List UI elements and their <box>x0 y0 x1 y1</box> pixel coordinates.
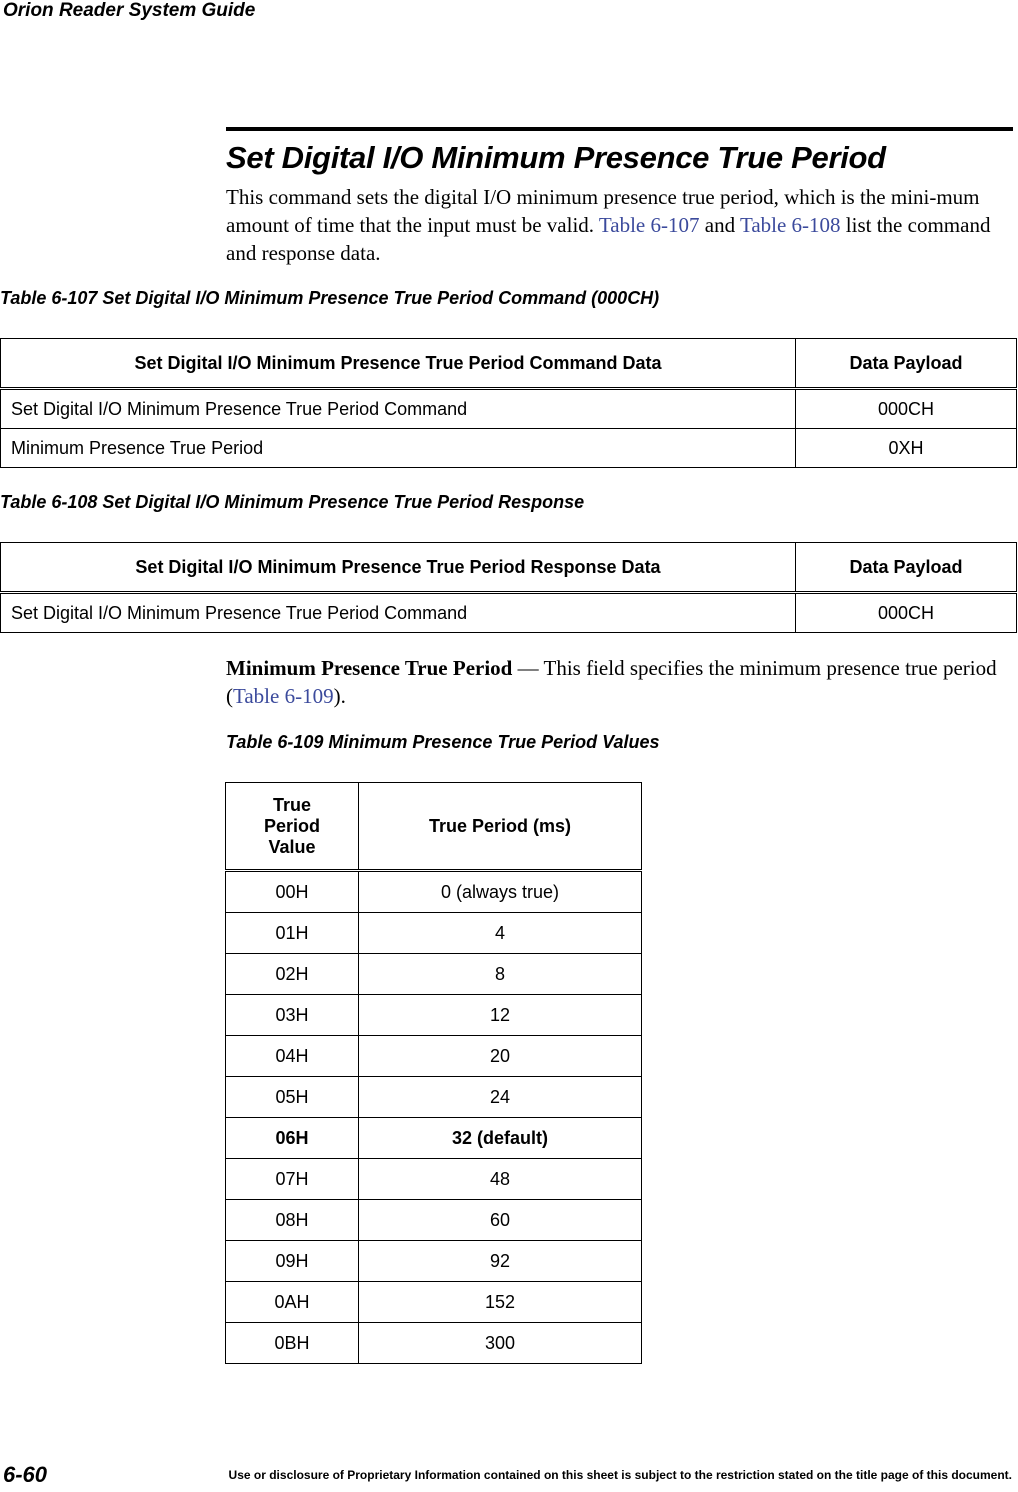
cell-value: 02H <box>226 954 359 995</box>
header-data-payload: Data Payload <box>796 543 1017 593</box>
cell-field: Minimum Presence True Period <box>1 429 796 468</box>
cell-value: 07H <box>226 1159 359 1200</box>
table-row <box>226 871 642 913</box>
table-6-107-caption: Table 6-107 Set Digital I/O Minimum Presence True Period Command (000CH) <box>0 288 660 308</box>
page-number: 6-60 <box>3 1462 48 1487</box>
table-row <box>226 995 642 1036</box>
header-data-payload: Data Payload <box>796 339 1017 389</box>
table-row <box>226 1036 642 1077</box>
cell-value: 05H <box>226 1077 359 1118</box>
table-row <box>1 429 1017 468</box>
cell-field: Set Digital I/O Minimum Presence True Period Command <box>1 389 796 429</box>
section-title: Set Digital I/O Minimum Presence True Period <box>226 140 886 175</box>
table-header-row <box>1 339 1017 389</box>
cell-ms: 0 (always true) <box>359 871 642 913</box>
table-row <box>226 1159 642 1200</box>
cell-ms: 24 <box>359 1077 642 1118</box>
table-6-109 <box>225 782 642 1364</box>
field-dash: — <box>512 656 544 680</box>
cell-ms: 4 <box>359 913 642 954</box>
cell-value: 06H <box>226 1118 359 1159</box>
header-line: True <box>272 794 311 815</box>
cell-payload: 000CH <box>796 593 1017 633</box>
table-row <box>226 954 642 995</box>
header-line: Period <box>263 815 320 836</box>
xref-table-6-108[interactable]: Table 6-108 <box>739 213 841 237</box>
running-header: Orion Reader System Guide <box>3 0 256 21</box>
table-row <box>226 1200 642 1241</box>
cell-ms: 12 <box>359 995 642 1036</box>
section-rule <box>226 127 1013 131</box>
cell-value: 04H <box>226 1036 359 1077</box>
table-row <box>1 389 1017 429</box>
cell-ms: 20 <box>359 1036 642 1077</box>
cell-value: 00H <box>226 871 359 913</box>
cell-value: 03H <box>226 995 359 1036</box>
cell-payload: 000CH <box>796 389 1017 429</box>
cell-value: 09H <box>226 1241 359 1282</box>
cell-value: 0AH <box>226 1282 359 1323</box>
cell-ms: 32 (default) <box>359 1118 642 1159</box>
proprietary-notice: Use or disclosure of Proprietary Information contained on this sheet is subject to the restriction stated on the title page of this document. <box>228 1468 1012 1482</box>
intro-and: and <box>699 213 740 237</box>
intro-text-1: This command sets the digital I/O minimum presence true period, which is the mini-mum amount of time that the input must be valid. <box>226 185 980 237</box>
table-6-107 <box>0 338 1017 468</box>
header-true-period-value <box>226 783 359 871</box>
table-row <box>226 913 642 954</box>
intro-paragraph <box>226 183 1016 267</box>
cell-payload: 0XH <box>796 429 1017 468</box>
table-row <box>226 1077 642 1118</box>
table-header-row <box>1 543 1017 593</box>
cell-value: 0BH <box>226 1323 359 1364</box>
xref-table-6-107[interactable]: Table 6-107 <box>598 213 700 237</box>
cell-ms: 152 <box>359 1282 642 1323</box>
cell-ms: 8 <box>359 954 642 995</box>
table-row-default <box>226 1118 642 1159</box>
cell-value: 01H <box>226 913 359 954</box>
header-command-data: Set Digital I/O Minimum Presence True Period Command Data <box>1 339 796 389</box>
header-response-data: Set Digital I/O Minimum Presence True Period Response Data <box>1 543 796 593</box>
cell-field: Set Digital I/O Minimum Presence True Period Command <box>1 593 796 633</box>
xref-table-6-109[interactable]: Table 6-109 <box>233 684 334 708</box>
field-description <box>226 654 1016 710</box>
table-row <box>226 1282 642 1323</box>
field-desc-text-2: ). <box>333 684 346 708</box>
table-row <box>226 1241 642 1282</box>
cell-ms: 48 <box>359 1159 642 1200</box>
header-line: Value <box>268 836 316 857</box>
table-6-109-caption: Table 6-109 Minimum Presence True Period Values <box>226 732 660 752</box>
cell-value: 08H <box>226 1200 359 1241</box>
cell-ms: 300 <box>359 1323 642 1364</box>
cell-ms: 60 <box>359 1200 642 1241</box>
table-row <box>226 1323 642 1364</box>
table-header-row <box>226 783 642 871</box>
intro-text-2: list the command and response data. <box>226 213 991 265</box>
field-desc-text-1: This field specifies the minimum presence true period ( <box>226 656 997 708</box>
field-name: Minimum Presence True Period <box>226 656 513 680</box>
table-6-108 <box>0 542 1017 633</box>
table-6-108-caption: Table 6-108 Set Digital I/O Minimum Presence True Period Response <box>0 492 585 512</box>
cell-ms: 92 <box>359 1241 642 1282</box>
table-row <box>1 593 1017 633</box>
header-true-period-ms: True Period (ms) <box>359 783 642 871</box>
